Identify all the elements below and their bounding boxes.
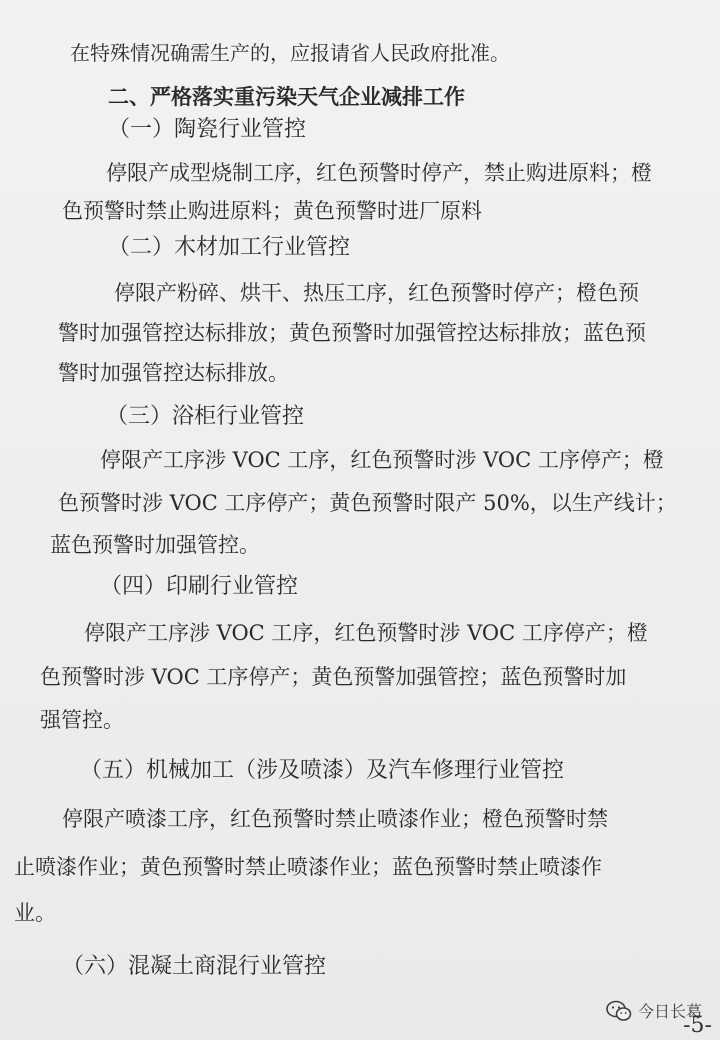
- subsection-heading: （二）木材加工行业管控: [108, 235, 351, 260]
- text-line: 停限产工序涉 VOC 工序，红色预警时涉 VOC 工序停产；橙: [84, 621, 648, 645]
- text-line: 警时加强管控达标排放；黄色预警时加强管控达标排放；蓝色预: [58, 321, 646, 345]
- text-line: 业。: [14, 901, 56, 925]
- subsection-heading: （一）陶瓷行业管控: [108, 117, 307, 142]
- text-line: 强管控。: [40, 708, 124, 732]
- text-line: 在特殊情况确需生产的，应报请省人民政府批准。: [70, 41, 510, 65]
- text-line: 警时加强管控达标排放。: [58, 361, 289, 385]
- subsection-heading: （六）混凝土商混行业管控: [62, 954, 327, 979]
- watermark-text: 今日长葛: [637, 1002, 702, 1021]
- subsection-heading: （三）浴柜行业管控: [106, 404, 305, 429]
- text-line: 停限产工序涉 VOC 工序，红色预警时涉 VOC 工序停产；橙: [100, 448, 664, 472]
- text-line: 色预警时涉 VOC 工序停产；黄色预警加强管控；蓝色预警时加: [40, 665, 627, 689]
- page-number: -5-: [683, 1013, 712, 1038]
- text-line: 停限产粉碎、烘干、热压工序，红色预警时停产；橙色预: [114, 281, 639, 305]
- text-line: 停限产喷漆工序，红色预警时禁止喷漆作业；橙色预警时禁: [62, 807, 608, 831]
- text-line: 止喷漆作业；黄色预警时禁止喷漆作业；蓝色预警时禁止喷漆作: [14, 855, 602, 879]
- wechat-icon: [606, 1000, 632, 1022]
- subsection-heading: （五）机械加工（涉及喷漆）及汽车修理行业管控: [80, 758, 565, 783]
- text-line: 蓝色预警时加强管控。: [50, 533, 260, 557]
- text-line: 色预警时涉 VOC 工序停产；黄色预警时限产 50%，以生产线计；: [58, 491, 677, 515]
- text-line: 色预警时禁止购进原料；黄色预警时进厂原料: [62, 199, 482, 223]
- section-heading: 二、严格落实重污染天气企业减排工作: [108, 85, 465, 109]
- text-line: 停限产成型烧制工序，红色预警时停产，禁止购进原料；橙: [106, 161, 652, 185]
- subsection-heading: （四）印刷行业管控: [100, 574, 299, 599]
